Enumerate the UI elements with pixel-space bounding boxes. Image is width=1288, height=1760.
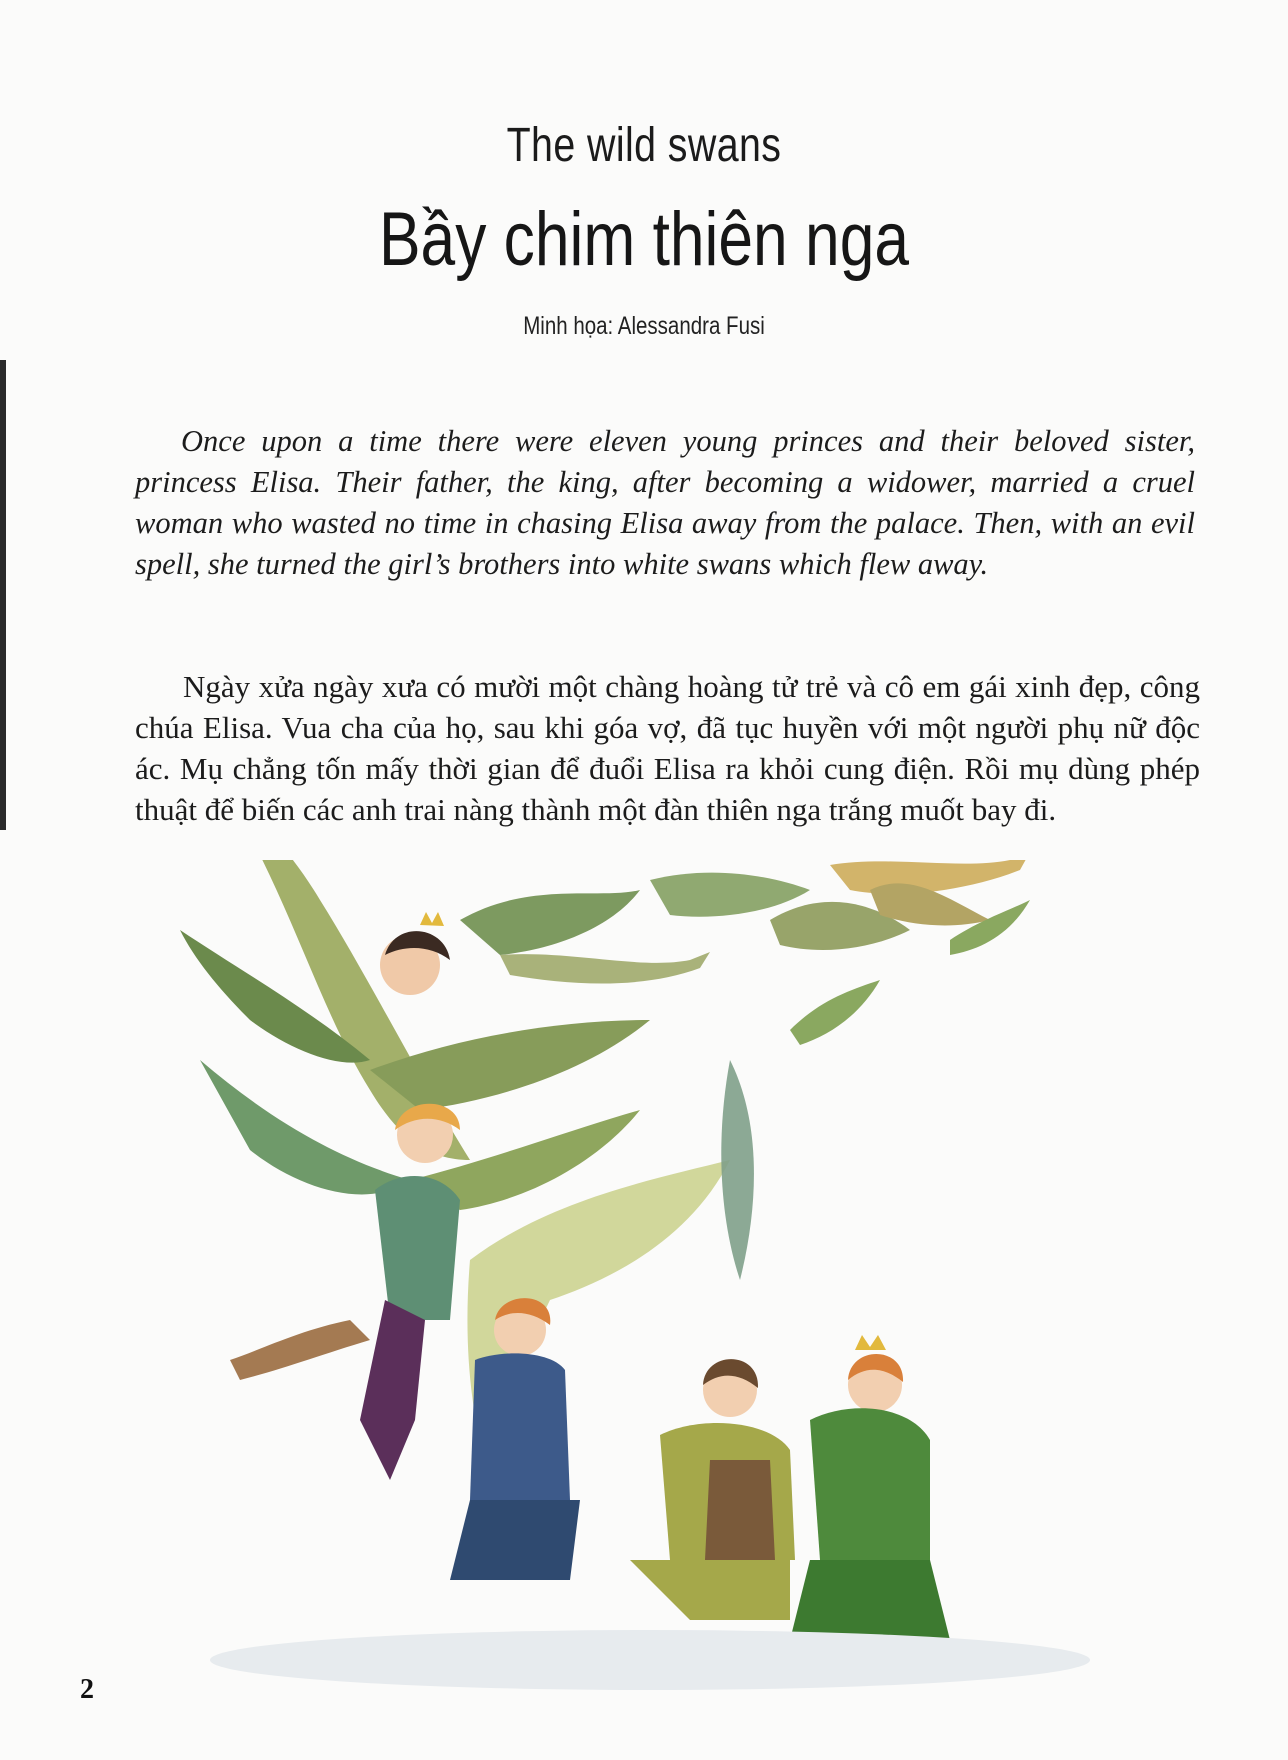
illustrator-credit: Minh họa: Alessandra Fusi: [523, 312, 765, 340]
story-title-english: The wild swans: [506, 119, 782, 172]
ground-shadow: [210, 1630, 1090, 1690]
story-title-vietnamese: Bầy chim thiên nga: [378, 197, 910, 282]
prince-green-crowned: [790, 1335, 950, 1640]
prince-olive-kneeling: [630, 1359, 795, 1620]
swan-princes-illustration: [170, 860, 1170, 1710]
paragraph-vietnamese: Ngày xửa ngày xưa có mười một chàng hoàng tử trẻ và cô em gái xinh đẹp, công chúa Elisa. Vua cha của họ, sau khi góa vợ, đã tục huyền với một người phụ nữ độc ác. Mụ chẳng tốn mấy thời gian để đuổi Elisa ra khỏi cung điện. Rồi mụ dùng phép thuật để biến các anh trai nàng thành một đàn thiên nga trắng muốt bay đi.: [135, 669, 1200, 827]
raised-wing: [721, 1060, 754, 1280]
flying-swans: [460, 860, 1030, 1045]
paragraph-english: Once upon a time there were eleven young princes and their beloved sister, princess Elisa. Their father, the king, after becoming a widower, married a cruel woman who wasted no time in chasing Elisa away from the palace. Then, with an evil spell, she turned the girl’s brothers into white swans which flew away.: [135, 424, 1195, 581]
page-edge-shadow: [0, 360, 6, 830]
page-number: 2: [80, 1674, 94, 1705]
